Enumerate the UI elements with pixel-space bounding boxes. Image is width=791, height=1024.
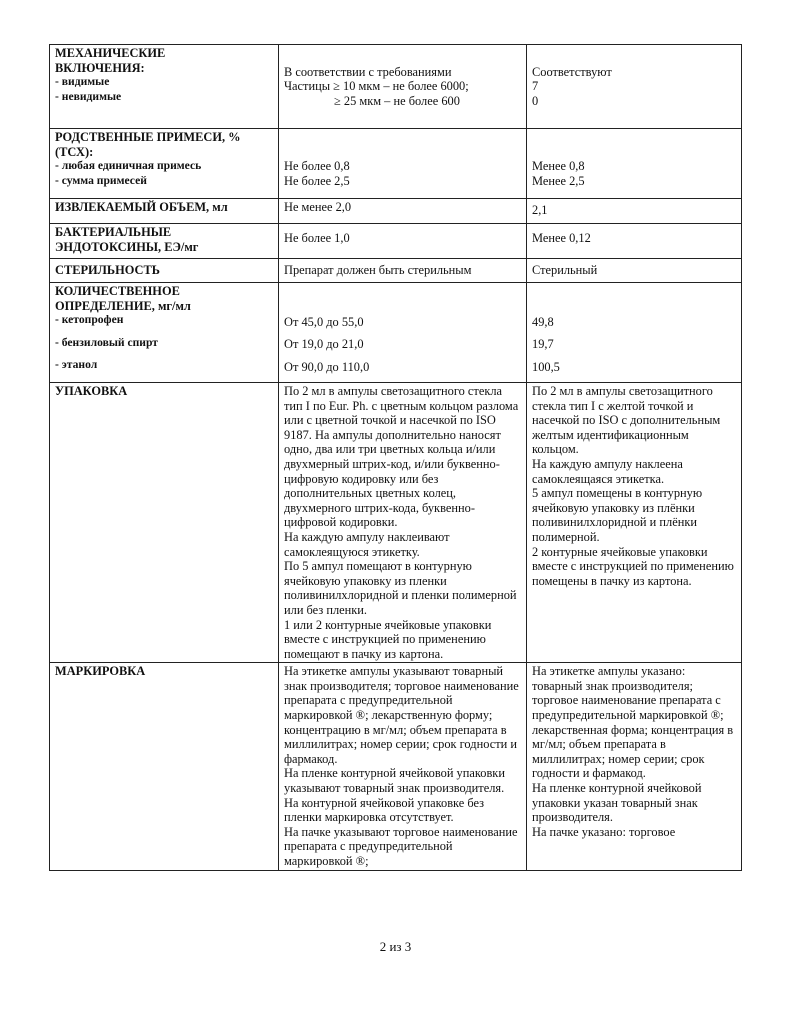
param-sub: - этанол xyxy=(55,358,98,372)
param-cell xyxy=(50,383,279,663)
result-cell xyxy=(527,199,742,224)
param-cell xyxy=(50,283,279,383)
requirement-paragraph: На пачке указывают торговое наименование препарата с предупредительной маркировкой ®; xyxy=(284,824,518,868)
requirement-cell xyxy=(279,663,527,870)
param-title: БАКТЕРИАЛЬНЫЕ xyxy=(55,225,172,239)
param-cell xyxy=(50,45,279,129)
param-cell xyxy=(50,663,279,870)
requirement-text: От 45,0 до 55,0 xyxy=(284,314,364,329)
table-row-mechanical-inclusions xyxy=(50,45,742,129)
result-cell xyxy=(527,129,742,199)
param-sub: - любая единичная примесь xyxy=(55,159,202,173)
requirement-paragraph: По 2 мл в ампулы светозащитного стекла тип I по Eur. Ph. с цветным кольцом разлома или с цветной точкой и насечкой по ISO 9187. На ампулы дополнительно наносят одно, два или три цветных кольца и/или двухмерный штрих-код, и/или буквенно-цифровую кодировку или без дополнительных цветных колец, двухмерного штрих-кода, буквенно-цифровой кодировки. xyxy=(284,384,519,530)
requirement-text: Не более 1,0 xyxy=(284,231,350,245)
table-row-sterility xyxy=(50,259,742,283)
requirement-text: Не менее 2,0 xyxy=(284,200,352,214)
result-paragraph: На пачке указано: торговое xyxy=(532,824,676,839)
table-row-marking xyxy=(50,663,742,870)
param-title: СТЕРИЛЬНОСТЬ xyxy=(55,263,160,277)
param-title: КОЛИЧЕСТВЕННОЕ xyxy=(55,284,180,298)
requirement-cell xyxy=(279,383,527,663)
result-text: 0 xyxy=(532,93,539,108)
requirement-text: ≥ 25 мкм – не более 600 xyxy=(334,93,460,108)
result-cell xyxy=(527,45,742,129)
result-text: Менее 0,12 xyxy=(532,231,591,245)
specification-table xyxy=(49,44,742,871)
table-row-packaging xyxy=(50,383,742,663)
result-cell xyxy=(527,224,742,259)
requirement-paragraph: По 5 ампул помещают в контурную ячейковую упаковку из пленки поливинилхлоридной и пленки полимерной или без пленки. xyxy=(284,559,517,617)
result-paragraph: По 2 мл в ампулы светозащитного стекла тип I с желтой точкой и насечкой по ISO с дополнительным желтым идентификационным кольцом. xyxy=(532,384,721,457)
result-text: Менее 2,5 xyxy=(532,173,585,188)
result-cell xyxy=(527,383,742,663)
param-title: МЕХАНИЧЕСКИЕ xyxy=(55,46,166,60)
requirement-text: Препарат должен быть стерильным xyxy=(284,263,472,277)
param-cell xyxy=(50,199,279,224)
requirement-cell xyxy=(279,199,527,224)
requirement-cell xyxy=(279,45,527,129)
param-title: ЭНДОТОКСИНЫ, ЕЭ/мг xyxy=(55,239,199,254)
result-text: 19,7 xyxy=(532,337,554,352)
result-paragraph: 2 контурные ячейковые упаковки вместе с инструкцией по применению помещены в пачку из картона. xyxy=(532,544,734,588)
requirement-paragraph: На этикетке ампулы указывают товарный знак производителя; торговое наименование препарата с предупредительной маркировкой ®; лекарственную форму; концентрацию в мг/мл; объем препарата в миллилитрах; номер серии; срок годности и фармакод. xyxy=(284,664,519,766)
result-cell xyxy=(527,283,742,383)
requirement-text: Не более 0,8 xyxy=(284,159,350,174)
requirement-cell xyxy=(279,129,527,199)
table-row-related-impurities xyxy=(50,129,742,199)
requirement-text: Частицы ≥ 10 мкм – не более 6000; xyxy=(284,79,469,94)
page-number: 2 из 3 xyxy=(379,939,412,954)
result-text: 49,8 xyxy=(532,314,554,329)
table-row-extractable-volume xyxy=(50,199,742,224)
requirement-text: В соответствии с требованиями xyxy=(284,64,452,79)
requirement-text: От 19,0 до 21,0 xyxy=(284,337,364,352)
result-cell xyxy=(527,663,742,870)
requirement-paragraph: 1 или 2 контурные ячейковые упаковки вместе с инструкцией по применению помещают в пачку из картона. xyxy=(284,617,492,661)
result-text: Соответствуют xyxy=(532,64,612,79)
requirement-cell xyxy=(279,259,527,283)
param-sub: - кетопрофен xyxy=(55,313,124,327)
param-title: (ТСХ): xyxy=(55,144,94,159)
requirement-paragraph: На пленке контурной ячейковой упаковки указывают товарный знак производителя. xyxy=(284,766,505,796)
result-paragraph: На пленке контурной ячейковой упаковки указан товарный знак производителя. xyxy=(532,781,702,825)
table-row-endotoxins xyxy=(50,224,742,259)
requirement-text: Не более 2,5 xyxy=(284,173,350,188)
param-title: МАРКИРОВКА xyxy=(55,664,146,679)
param-title: ВКЛЮЧЕНИЯ: xyxy=(55,60,145,75)
result-paragraph: На каждую ампулу наклеена самоклеящаяся этикетка. xyxy=(532,456,683,486)
param-sub: - бензиловый спирт xyxy=(55,335,158,349)
result-text: 100,5 xyxy=(532,359,560,374)
result-text: 2,1 xyxy=(532,203,548,217)
requirement-text: От 90,0 до 110,0 xyxy=(284,359,370,374)
param-cell xyxy=(50,224,279,259)
param-title: ИЗВЛЕКАЕМЫЙ ОБЪЕМ, мл xyxy=(55,200,228,214)
param-title: УПАКОВКА xyxy=(55,384,128,398)
result-paragraph: 5 ампул помещены в контурную ячейковую упаковку из плёнки поливинилхлоридной и плёнки полимерной. xyxy=(532,486,703,544)
requirement-cell xyxy=(279,224,527,259)
requirement-paragraph: На контурной ячейковой упаковке без пленки маркировка отсутствует. xyxy=(284,795,485,825)
param-title: ОПРЕДЕЛЕНИЕ, мг/мл xyxy=(55,298,191,313)
table-row-assay xyxy=(50,283,742,383)
param-sub: - невидимые xyxy=(55,89,122,103)
requirement-paragraph: На каждую ампулу наклеивают самоклеящуюся этикетку. xyxy=(284,529,450,559)
param-cell xyxy=(50,129,279,199)
param-title: РОДСТВЕННЫЕ ПРИМЕСИ, % xyxy=(55,130,241,144)
param-cell xyxy=(50,259,279,283)
result-text: Стерильный xyxy=(532,263,598,277)
result-cell xyxy=(527,259,742,283)
param-sub: - видимые xyxy=(55,75,110,89)
requirement-cell xyxy=(279,283,527,383)
param-sub: - сумма примесей xyxy=(55,173,147,187)
result-text: 7 xyxy=(532,79,539,94)
result-text: Менее 0,8 xyxy=(532,159,585,174)
result-paragraph: На этикетке ампулы указано: товарный знак производителя; торговое наименование препарата с предупредительной маркировкой ®; лекарственная форма; концентрация в мг/мл; объем препарата в миллилитрах; номер серии; срок годности и фармакод. xyxy=(532,664,734,781)
